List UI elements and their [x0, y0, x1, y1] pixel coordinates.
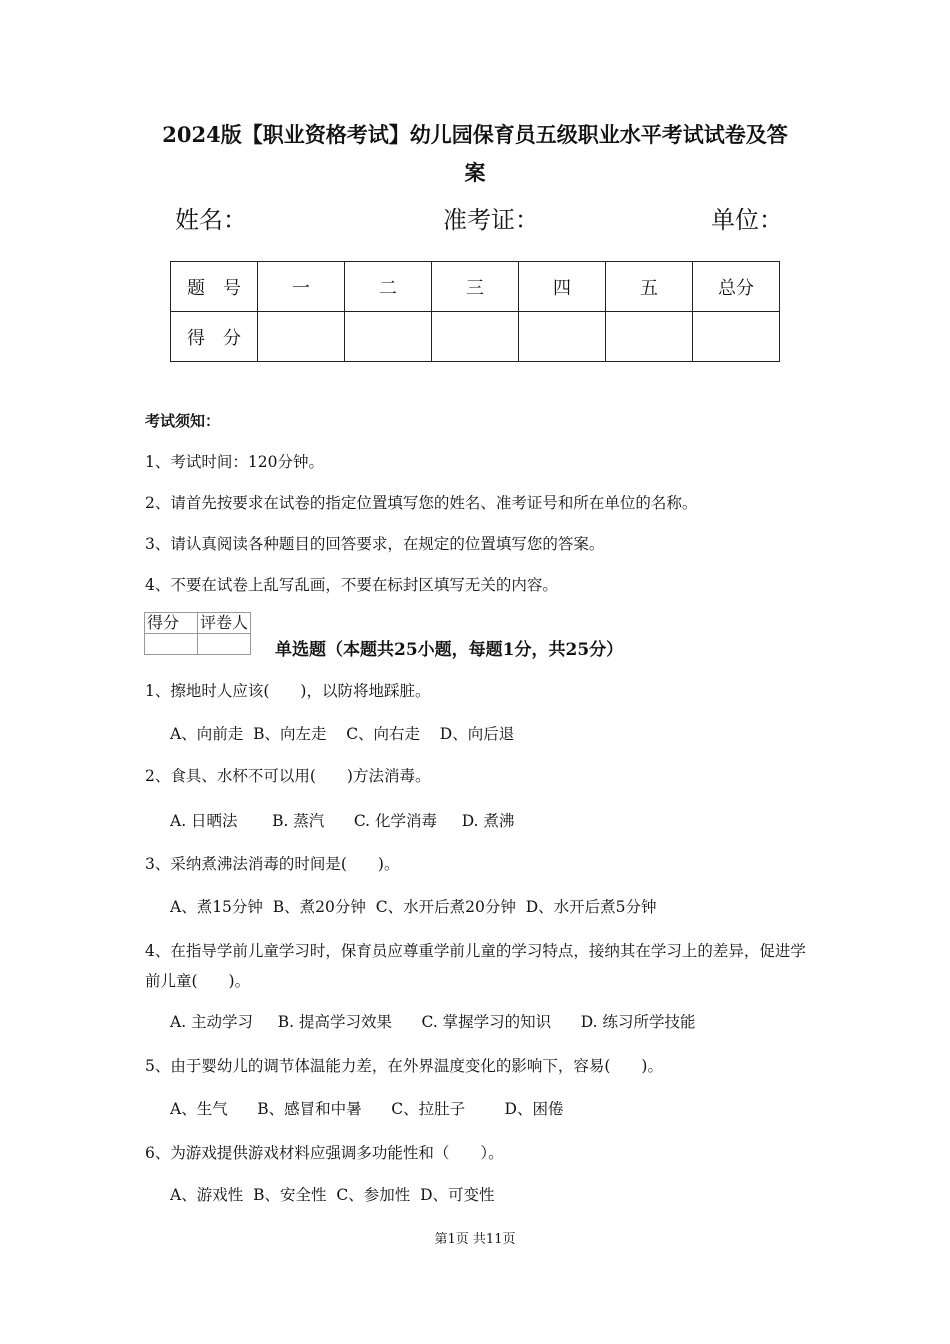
option: D、困倦	[504, 1100, 564, 1118]
option: C、向右走	[346, 725, 421, 743]
option: D、向后退	[439, 725, 515, 743]
question-stem: 1、擦地时人应该( )，以防将地踩脏。	[145, 682, 431, 700]
option: D、可变性	[420, 1186, 495, 1204]
title-line-2: 案	[464, 160, 486, 185]
option: A、游戏性	[170, 1186, 244, 1204]
question-options	[170, 895, 657, 919]
option: C、水开后煮20分钟	[375, 898, 516, 916]
notice-item: 2、请首先按要求在试卷的指定位置填写您的姓名、准考证号和所在单位的名称。	[145, 494, 698, 512]
option: C. 化学消毒	[353, 812, 438, 830]
score-header-cell: 题 号	[171, 262, 258, 312]
option: D、水开后煮5分钟	[525, 898, 657, 916]
option: B、向左走	[253, 725, 327, 743]
option: A、生气	[170, 1100, 228, 1118]
score-table-score-row	[171, 312, 780, 362]
option: D. 练习所学技能	[580, 1013, 696, 1031]
question-options	[170, 1010, 695, 1034]
option: A、向前走	[170, 725, 244, 743]
question-options	[170, 1097, 563, 1121]
page-footer: 第1页 共11页	[434, 1232, 516, 1247]
grader-name-cell[interactable]	[198, 634, 251, 655]
score-header-cell: 一	[258, 262, 345, 312]
notice-item: 4、不要在试卷上乱写乱画，不要在标封区填写无关的内容。	[145, 576, 558, 594]
title-line-1: 2024版【职业资格考试】幼儿园保育员五级职业水平考试试卷及答	[162, 122, 788, 147]
option: B. 蒸汽	[272, 812, 325, 830]
score-header-cell: 二	[345, 262, 432, 312]
question-options	[170, 722, 514, 746]
option: B、感冒和中暑	[257, 1100, 362, 1118]
option: B. 提高学习效果	[277, 1013, 392, 1031]
score-header-cell: 四	[519, 262, 606, 312]
score-header-cell: 五	[606, 262, 693, 312]
score-header-cell: 三	[432, 262, 519, 312]
grader-score-label: 得分	[145, 613, 198, 634]
score-cell[interactable]	[606, 312, 693, 362]
option: D. 煮沸	[461, 812, 515, 830]
score-cell[interactable]	[519, 312, 606, 362]
score-cell[interactable]	[693, 312, 780, 362]
question-options	[170, 1183, 495, 1207]
score-cell[interactable]	[258, 312, 345, 362]
exam-number-label: 准考证：	[443, 206, 539, 234]
option: C、参加性	[336, 1186, 411, 1204]
score-table	[170, 261, 780, 362]
grader-name-label: 评卷人	[198, 613, 251, 634]
question-stem: 2、食具、水杯不可以用( )方法消毒。	[145, 767, 431, 785]
score-row-label: 得 分	[171, 312, 258, 362]
option: A. 日晒法	[170, 812, 238, 830]
name-label: 姓名：	[175, 206, 247, 234]
unit-label: 单位：	[711, 206, 783, 234]
part-title: 单选题（本题共25小题，每题1分，共25分）	[275, 640, 624, 660]
option: A、煮15分钟	[170, 898, 263, 916]
option: B、煮20分钟	[272, 898, 366, 916]
notice-item: 1、考试时间：120分钟。	[145, 453, 324, 471]
question-stem: 4、在指导学前儿童学习时，保育员应尊重学前儿童的学习特点，接纳其在学习上的差异，促进学前儿童( )。	[145, 942, 806, 990]
score-header-cell: 总分	[693, 262, 780, 312]
option: C、拉肚子	[391, 1100, 466, 1118]
option: C. 掌握学习的知识	[421, 1013, 552, 1031]
question-stem: 3、采纳煮沸法消毒的时间是( )。	[145, 855, 400, 873]
score-cell[interactable]	[432, 312, 519, 362]
score-cell[interactable]	[345, 312, 432, 362]
notice-heading: 考试须知：	[145, 412, 221, 430]
question-options	[170, 809, 514, 833]
grader-box	[144, 612, 251, 655]
grader-score-cell[interactable]	[145, 634, 198, 655]
option: B、安全性	[253, 1186, 327, 1204]
notice-item: 3、请认真阅读各种题目的回答要求，在规定的位置填写您的答案。	[145, 535, 605, 553]
option: A. 主动学习	[170, 1013, 254, 1031]
document-title	[140, 116, 810, 192]
question-stem: 5、由于婴幼儿的调节体温能力差，在外界温度变化的影响下，容易( )。	[145, 1057, 663, 1075]
score-table-header-row	[171, 262, 780, 312]
question-stem: 6、为游戏提供游戏材料应强调多功能性和（ ）。	[145, 1144, 504, 1162]
